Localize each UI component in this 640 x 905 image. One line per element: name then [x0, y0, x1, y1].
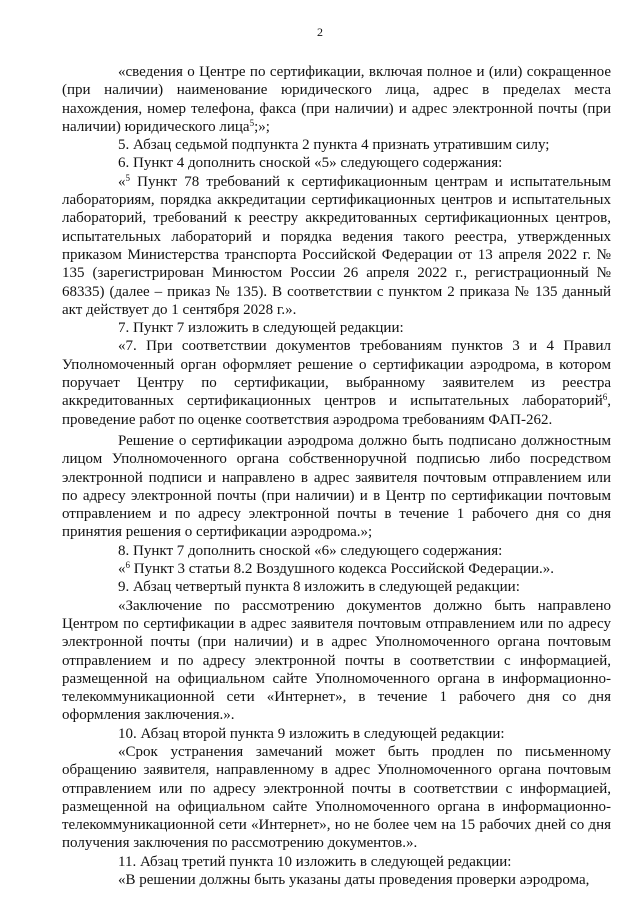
paragraph-item-6: 6. Пункт 4 дополнить сноской «5» следующего содержания: [118, 155, 503, 172]
document-body [62, 63, 611, 889]
paragraph-item-7: 7. Пункт 7 изложить в следующей редакции: [118, 320, 404, 337]
paragraph-new-rule-7: «7. При соответствии документов требованиям пунктов 3 и 4 Правил Уполномоченный орган оформляет решение о сертификации аэродрома, в котором поручает Центру по сертификации, выбранному заявителем из реестра аккредитованных сертификационных центров и испытательных лабораторий$^6$, проведение работ по оценке соответствия аэродрома требованиям ФАП-262. [62, 338, 611, 428]
paragraph-item-9: 9. Абзац четвертый пункта 8 изложить в следующей редакции: [118, 579, 520, 596]
footnote-6-text: «$^6$ Пункт 3 статьи 8.2 Воздушного кодекса Российской Федерации.». [118, 560, 555, 578]
footnote-5-text: «$^5$ Пункт 78 требований к сертификационным центрам и испытательным лабораториям, порядка аккредитации сертификационных центров и испытательных лабораторий, требований к реестру аккредитованных сертификационных центров, испытательных лабораторий и порядка ведения такого реестра, утвержденных приказом Министерства транспорта Российской Федерации от 13 апреля 2022 г. № 135 (зарегистрирован Минюстом России 26 апреля 2022 г., регистрационный № 68335) (далее – приказ № 135). В соответствии с пунктом 2 приказа № 135 данный акт действует до 1 сентября 2028 г.». [62, 172, 611, 318]
paragraph-deadline-extension: «Срок устранения замечаний может быть продлен по письменному обращению заявителя, направленному в адрес Уполномоченного органа почтовым отправлением или по адресу электронной почты в соответствии с информацией, размещенной на официальном сайте Уполномоченного органа в информационно-телекоммуникационной сети «Интернет», но не более чем на 15 рабочих дней со дня получения заключения по рассмотрению документов.». [62, 743, 611, 852]
paragraph-item-8: 8. Пункт 7 дополнить сноской «6» следующего содержания: [118, 542, 503, 559]
paragraph-item-5: 5. Абзац седьмой подпункта 2 пункта 4 признать утратившим силу; [118, 137, 550, 154]
paragraph-conclusion-sending: «Заключение по рассмотрению документов должно быть направлено Центром по сертификации в адрес заявителя почтовым отправлением или по адресу электронной почты (при наличии) и в адрес Уполномоченного органа почтовым отправлением и по адресу электронной почты в соответствии с информацией, размещенной на официальном сайте Уполномоченного органа в информационно-телекоммуникационной сети «Интернет», в течение 1 рабочего дня со дня оформления заключения.». [62, 597, 611, 724]
paragraph-item-11: 11. Абзац третий пункта 10 изложить в следующей редакции: [118, 853, 512, 870]
paragraph-item-10: 10. Абзац второй пункта 9 изложить в следующей редакции: [118, 725, 505, 742]
paragraph-address-info: «сведения о Центре по сертификации, включая полное и (или) сокращенное (при наличии) наименование юридического лица, адрес в пределах места нахождения, номер телефона, факса (при наличии) и адрес электронной почты (при наличии) юридического лица$^5$;»; [62, 64, 611, 135]
paragraph-decision-signing: Решение о сертификации аэродрома должно быть подписано должностным лицом Уполномоченного органа собственноручной подписью либо посредством электронной подписи и направлено в адрес заявителя почтовым отправлением или по адресу электронной почты (при наличии) и в Центр по сертификации почтовым отправлением и по адресу электронной почты в течение 1 рабочего дня со дня принятия решения о сертификации аэродрома.»; [62, 432, 611, 541]
paragraph-decision-dates: «В решении должны быть указаны даты проведения проверки аэродрома, [118, 872, 590, 889]
page-number: 2 [317, 25, 323, 39]
